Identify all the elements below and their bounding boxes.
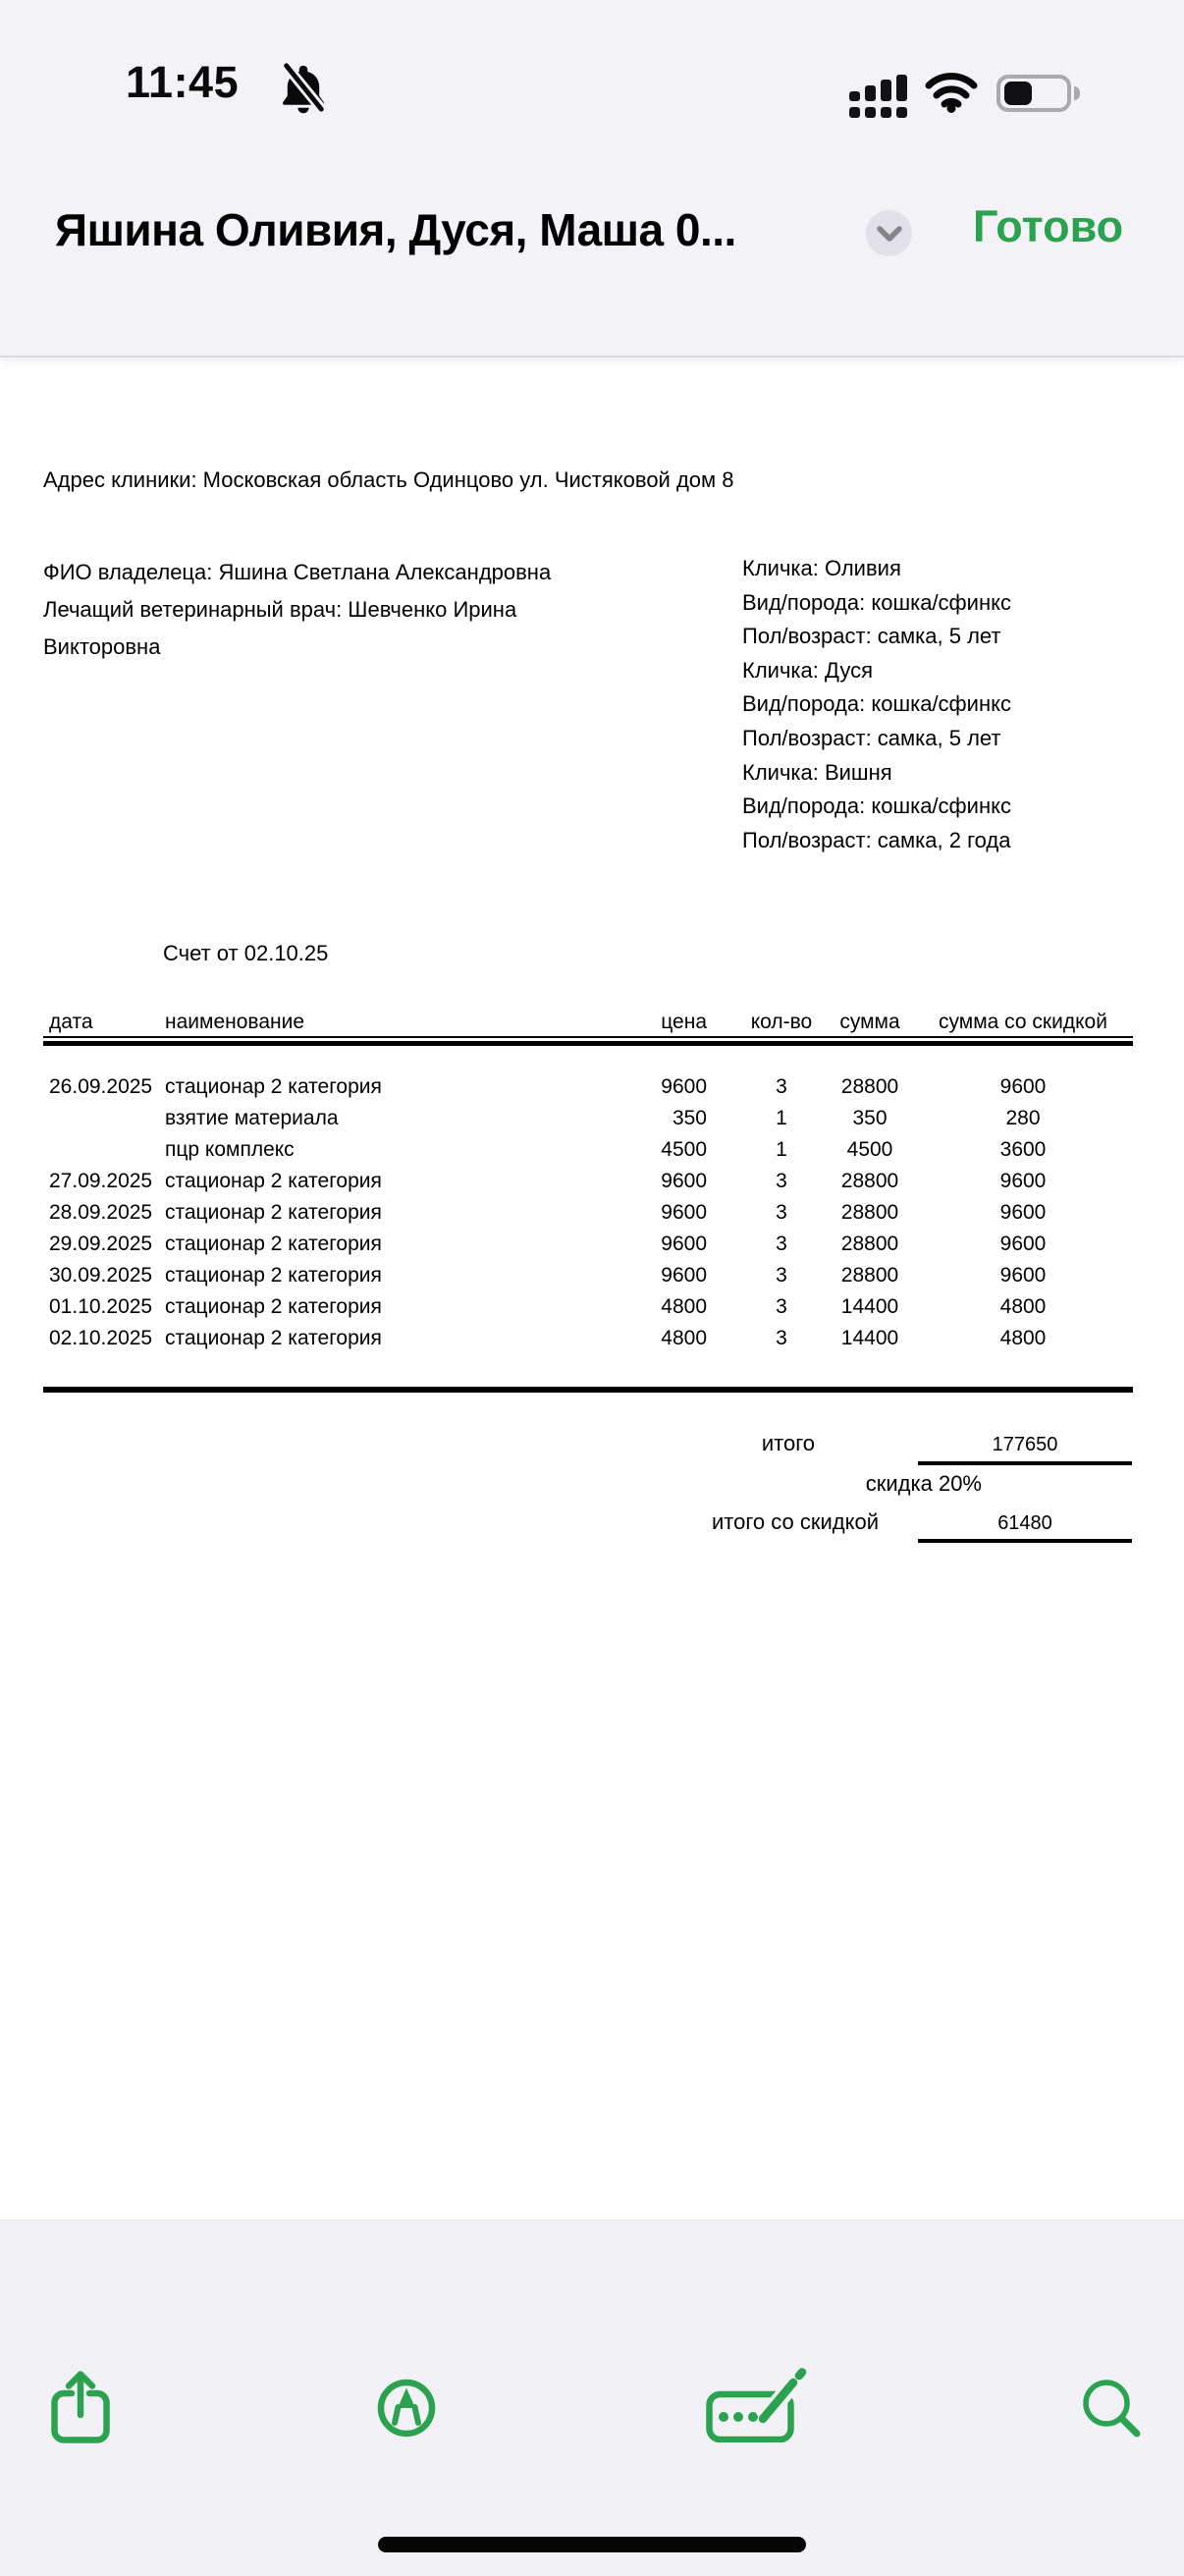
cell-qty: 1	[776, 1107, 787, 1129]
markup-button[interactable]	[377, 2379, 436, 2440]
bell-slash-icon	[277, 61, 330, 114]
cell-date: 30.09.2025	[49, 1264, 153, 1287]
cell-date: 26.09.2025	[49, 1075, 153, 1098]
cell-price: 9600	[661, 1170, 707, 1192]
cell-date	[49, 1134, 165, 1166]
cell-date: 01.10.2025	[49, 1295, 153, 1318]
cell-sum: 14400	[840, 1327, 899, 1349]
cell-price: 4800	[661, 1295, 707, 1318]
final-total-value: 61480	[997, 1512, 1052, 1534]
table-row	[0, 1134, 1184, 1166]
total-value: 177650	[992, 1434, 1058, 1455]
pet-line: Кличка: Дуся	[742, 657, 874, 683]
cell-sum-discounted: 280	[1005, 1107, 1041, 1129]
cell-qty: 3	[776, 1170, 787, 1192]
cell-price: 4800	[661, 1327, 707, 1349]
top-chrome	[0, 0, 1184, 357]
header-sum-discounted: сумма со скидкой	[939, 1011, 1107, 1033]
document-title: Яшина Оливия, Дуся, Маша 0...	[55, 204, 736, 255]
cell-name: стационар 2 категория	[165, 1201, 382, 1224]
document-page[interactable]	[0, 357, 1184, 2220]
cell-qty: 3	[776, 1264, 787, 1287]
final-total-underline	[918, 1539, 1132, 1543]
cell-sum: 350	[852, 1107, 888, 1129]
cell-date: 27.09.2025	[49, 1170, 153, 1192]
pet-line: Вид/порода: кошка/сфинкс	[742, 589, 1011, 615]
cell-sum-discounted: 9600	[999, 1233, 1047, 1255]
cell-name: стационар 2 категория	[165, 1327, 382, 1349]
cell-price: 9600	[661, 1264, 707, 1287]
cell-sum-discounted: 4800	[999, 1295, 1047, 1318]
cell-date: 28.09.2025	[49, 1201, 153, 1224]
total-label: итого	[761, 1431, 815, 1455]
cell-price: 9600	[661, 1075, 707, 1098]
cell-qty: 3	[776, 1075, 787, 1098]
title-menu-button[interactable]	[866, 210, 912, 256]
header-sum: сумма	[839, 1011, 900, 1033]
table-bottom-rule	[43, 1387, 1133, 1393]
status-time: 11:45	[126, 57, 240, 107]
table-header-row	[0, 1007, 1184, 1038]
pet-line: Пол/возраст: самка, 5 лет	[742, 725, 1001, 750]
table-row	[0, 1071, 1184, 1103]
cell-sum-discounted: 9600	[999, 1170, 1047, 1192]
cell-price: 9600	[661, 1201, 707, 1224]
pet-line: Пол/возраст: самка, 5 лет	[742, 624, 1001, 649]
clinic-address: Адрес клиники: Московская область Одинцово ул. Чистяковой дом 8	[43, 467, 734, 492]
cell-sum: 28800	[840, 1233, 899, 1255]
cell-qty: 3	[776, 1327, 787, 1349]
table-header-rule-thick	[43, 1041, 1133, 1046]
cell-date	[49, 1103, 165, 1134]
cell-name: пцр комплекс	[165, 1138, 295, 1161]
pet-line: Пол/возраст: самка, 2 года	[742, 827, 1011, 852]
discount-label: скидка 20%	[865, 1471, 982, 1496]
search-icon	[1081, 2378, 1142, 2439]
total-underline	[918, 1461, 1132, 1465]
cell-qty: 3	[776, 1201, 787, 1224]
cell-price: 350	[672, 1107, 707, 1129]
markup-pen-icon	[377, 2379, 436, 2438]
cell-sum-discounted: 9600	[999, 1075, 1047, 1098]
battery-level	[1004, 82, 1032, 105]
cell-sum-discounted: 9600	[999, 1201, 1047, 1224]
cell-qty: 3	[776, 1295, 787, 1318]
cell-sum: 4500	[846, 1138, 893, 1161]
cell-name: стационар 2 категория	[165, 1264, 382, 1287]
owner-line: Лечащий ветеринарный врач: Шевченко Ирина	[43, 597, 517, 622]
cell-name: стационар 2 категория	[165, 1170, 382, 1192]
bottom-toolbar	[0, 2220, 1184, 2576]
header-date: дата	[49, 1011, 93, 1033]
pet-line: Вид/порода: кошка/сфинкс	[742, 794, 1011, 819]
cell-sum: 28800	[840, 1075, 899, 1098]
cell-qty: 1	[776, 1138, 787, 1161]
table-row	[0, 1229, 1184, 1260]
chevron-down-icon	[867, 211, 912, 256]
cell-sum-discounted: 9600	[999, 1264, 1047, 1287]
home-indicator[interactable]	[378, 2537, 806, 2552]
invoice-title: Счет от 02.10.25	[163, 941, 329, 965]
table-row	[0, 1260, 1184, 1291]
cell-sum-discounted: 3600	[999, 1138, 1047, 1161]
cell-price: 4500	[661, 1138, 707, 1161]
pet-line: Кличка: Оливия	[742, 556, 901, 580]
share-icon	[50, 2369, 111, 2445]
cell-qty: 3	[776, 1233, 787, 1255]
table-row	[0, 1323, 1184, 1354]
pet-line: Кличка: Вишня	[742, 759, 892, 785]
table-row	[0, 1291, 1184, 1323]
fill-and-sign-icon	[706, 2368, 812, 2442]
search-button[interactable]	[1081, 2378, 1142, 2441]
cell-sum: 28800	[840, 1170, 899, 1192]
final-total-label: итого со скидкой	[712, 1509, 879, 1534]
cell-name: стационар 2 категория	[165, 1233, 382, 1255]
cell-price: 9600	[661, 1233, 707, 1255]
header-name: наименование	[165, 1011, 305, 1033]
cell-sum-discounted: 4800	[999, 1327, 1047, 1349]
battery-icon	[996, 75, 1081, 112]
owner-info-block	[43, 554, 551, 666]
cell-sum: 14400	[840, 1295, 899, 1318]
cell-sum: 28800	[840, 1201, 899, 1224]
done-button[interactable]: Готово	[973, 201, 1124, 251]
share-button[interactable]	[50, 2369, 111, 2448]
header-price: цена	[661, 1011, 707, 1033]
cell-date: 02.10.2025	[49, 1327, 153, 1349]
cell-name: взятие материала	[165, 1107, 339, 1129]
table-row	[0, 1197, 1184, 1229]
pet-line: Вид/порода: кошка/сфинкс	[742, 691, 1011, 717]
table-row	[0, 1166, 1184, 1197]
patient-info-block	[742, 552, 1011, 857]
fill-and-sign-button[interactable]	[706, 2368, 812, 2445]
cell-date: 29.09.2025	[49, 1233, 153, 1255]
table-row	[0, 1103, 1184, 1134]
cell-name: стационар 2 категория	[165, 1295, 382, 1318]
header-qty: кол-во	[750, 1011, 813, 1033]
owner-line: Викторовна	[43, 634, 161, 659]
cell-name: стационар 2 категория	[165, 1075, 382, 1098]
table-header-rule-thin	[43, 1036, 1133, 1038]
cell-sum: 28800	[840, 1264, 899, 1287]
cellular-signal-icon	[849, 75, 908, 118]
battery-cap	[1074, 86, 1080, 100]
owner-line: ФИО владелеца: Яшина Светлана Александровна	[43, 560, 552, 584]
wifi-icon	[924, 71, 979, 114]
